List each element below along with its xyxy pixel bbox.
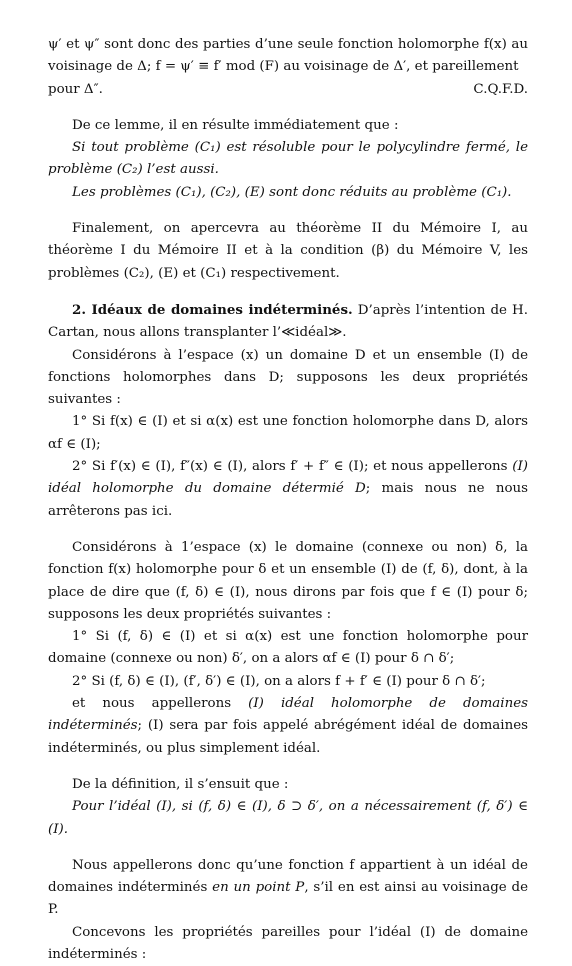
paragraph-finalement: Finalement, on apercevra au théorème II du Mémoire I, au théorème I du Mémoire II et à la condition (β) du Mémoire V, les problèmes (C₂), (E) et (C₁) respectivement. <box>48 221 528 281</box>
paragraph-consequence: De la définition, il s’ensuit que : <box>72 776 289 792</box>
statement-italic: Si tout problème (C₁) est résoluble pour le polycylindre fermé, le problème (C₂) l’est aussi. <box>48 140 528 178</box>
text-span: ; mais nous ne nous arrêterons pas ici. <box>48 481 528 519</box>
qed-marker: C.Q.F.D. <box>473 81 528 97</box>
paragraph-definition-indetermined: Considérons à 1’espace (x) le domaine (connexe ou non) δ, la fonction f(x) holomorphe pour δ et un ensemble (I) de (f, δ), dont, à la place de dire que (f, δ) ∈ (I), nous dirons par fois que f ∈ (I) pour δ; supposons les deux propriétés suivantes : <box>48 539 528 622</box>
document-page <box>48 34 528 966</box>
paragraph-naming <box>48 693 528 760</box>
paragraph-definition-determined: Considérons à l’espace (x) un domaine D et un ensemble (I) de fonctions holomorphes dans D; supposons les deux propriétés suivantes : <box>48 347 528 408</box>
paragraph-point-membership <box>48 855 528 922</box>
text-span: Nous appellerons donc qu’une fonction f appartient à un idéal de domaines indéterminés <box>48 857 528 896</box>
proof-closing-line <box>48 79 528 101</box>
text-span: 2° Si f′(x) ∈ (I), f″(x) ∈ (I), alors f′ + f″ ∈ (I); et nous appellerons <box>72 459 513 475</box>
italic-phrase: en un point P <box>212 880 305 896</box>
text-span: , s’il en est ainsi au voisinage de P. <box>48 880 528 918</box>
text-line: ψ′ et ψ″ sont donc des parties d’une seule fonction holomorphe f(x) au <box>48 37 528 52</box>
property-item: 2° Si (f, δ) ∈ (I), (f′, δ′) ∈ (I), on a alors f + f′ ∈ (I) pour δ ∩ δ′; <box>72 673 486 689</box>
text-line: pour Δ″. <box>48 81 103 97</box>
text-span: ; (I) sera par fois appelé abrégément idéal de domaines indéterminés, ou plus simplement idéal. <box>48 718 528 756</box>
property-item <box>48 456 528 523</box>
paragraph-properties-intro: Concevons les propriétés pareilles pour l’idéal (I) de domaine indéterminés : <box>48 924 528 962</box>
italic-definition: (I) idéal holomorphe du domaine détermié D <box>48 459 528 497</box>
text-span: et nous appellerons <box>72 696 249 712</box>
section-intro: D’après l’intention de H. Cartan, nous allons transplanter l’≪idéal≫. <box>48 302 528 341</box>
section-title: 2. Idéaux de domaines indéterminés. <box>72 301 353 318</box>
statement-italic: Pour l’idéal (I), si (f, δ) ∈ (I), δ ⊃ δ′, on a nécessairement (f, δ′) ∈ (I). <box>48 799 528 837</box>
paragraph-lemma-consequence: De ce lemme, il en résulte immédiatement que : <box>72 117 399 133</box>
statement-italic: Les problèmes (C₁), (C₂), (E) sont donc réduits au problème (C₁). <box>72 184 512 200</box>
italic-definition: (I) idéal holomorphe de domaines indéterminés <box>48 696 528 734</box>
property-item: 1° Si f(x) ∈ (I) et si α(x) est une fonction holomorphe dans D, alors αf ∈ (I); <box>48 414 528 452</box>
section-2-heading-paragraph <box>48 299 528 345</box>
paragraph-proof-end <box>48 34 528 79</box>
property-item: 1° Si (f, δ) ∈ (I) et si α(x) est une fonction holomorphe pour domaine (connexe ou non) δ′, on a alors αf ∈ (I) pour δ ∩ δ′; <box>48 629 528 667</box>
text-line: voisinage de Δ; f = ψ′ ≡ f′ mod (F) au voisinage de Δ′, et pareillement <box>48 59 519 75</box>
